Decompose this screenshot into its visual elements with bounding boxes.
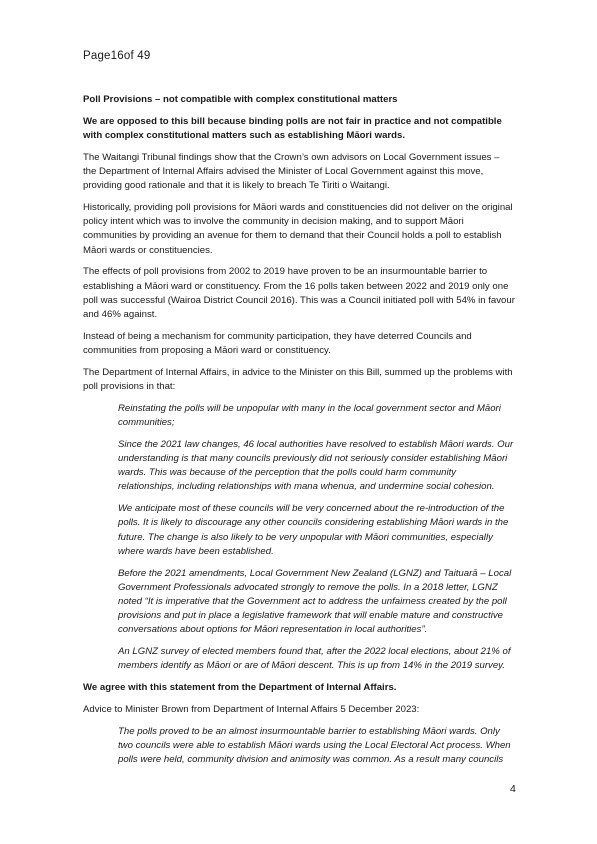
block-quote: Reinstating the polls will be unpopular with many in the local government sector and Māori communities;: [118, 402, 501, 429]
page-number: 4: [510, 783, 516, 795]
block-quote: The polls proved to be an almost insurmountable barrier to establishing Māori wards. Only two councils were able to establish Māori wards using the Local Electoral Act process. When polls were held, community division and animosity was common. As a result many councils: [118, 725, 511, 766]
body-paragraph: Instead of being a mechanism for community participation, they have deterred Councils and communities from proposing a Māori ward or constituency.: [83, 330, 472, 357]
body-paragraph: The Waitangi Tribunal findings show that the Crown’s own advisors on Local Government issues – the Department of Internal Affairs advised the Minister of Local Government against this move, providing good rationale and that it is likely to breach Te Tiriti o Waitangi.: [83, 151, 500, 192]
document-body: [83, 93, 515, 775]
block-quote: We anticipate most of these councils will be very concerned about the re-introduction of the polls. It is likely to discourage any other councils considering establishing Māori wards in the future. The change is also likely to be very unpopular with Māori communities, especially where wards have been established.: [118, 503, 509, 557]
block-quote: An LGNZ survey of elected members found that, after the 2022 local elections, about 21% of members identify as Māori or are of Māori descent. This is up from 14% in the 2019 survey.: [118, 646, 511, 672]
agreement-statement: We agree with this statement from the Department of Internal Affairs.: [83, 682, 397, 694]
advice-line: Advice to Minister Brown from Department of Internal Affairs 5 December 2023:: [83, 704, 420, 716]
section-heading: Poll Provisions – not compatible with complex constitutional matters: [83, 94, 398, 105]
body-paragraph: Historically, providing poll provisions for Māori wards and constituencies did not deliver on the original policy intent which was to involve the community in decision making, and to support Māori communities by providing an avenue for them to demand that their Council holds a poll to establish Māori wards or constituencies.: [83, 202, 513, 256]
block-quote: Since the 2021 law changes, 46 local authorities have resolved to establish Māori wards. Our understanding is that many councils previously did not seriously consider establishing Māori wards. This was because of the perception that the polls could harm community relationships, including relationships with mana whenua, and undermine social cohesion.: [118, 438, 514, 493]
body-paragraph: The Department of Internal Affairs, in advice to the Minister on this Bill, summed up the problems with poll provisions in that:: [83, 366, 513, 393]
block-quote: Before the 2021 amendments, Local Government New Zealand (LGNZ) and Taituarā – Local Government Professionals advocated strongly to remove the polls. In a 2018 letter, LGNZ noted “It is imperative that the Government act to address the unfairness created by the poll provisions and put in place a legislative framework that will enable mature and constructive conversations about options for Māori representation in local authorities”.: [118, 567, 512, 636]
body-paragraph: The effects of poll provisions from 2002 to 2019 have proven to be an insurmountable barrier to establishing a Māori ward or constituency. From the 16 polls taken between 2022 and 2019 only one poll was successful (Wairoa District Council 2016). This was a Council initiated poll with 54% in favour and 46% against.: [83, 266, 515, 321]
page-header-label: Page16of 49: [83, 50, 151, 62]
opposition-statement: We are opposed to this bill because binding polls are not fair in practice and not compatible with complex constitutional matters such as establishing Māori wards.: [83, 115, 502, 141]
